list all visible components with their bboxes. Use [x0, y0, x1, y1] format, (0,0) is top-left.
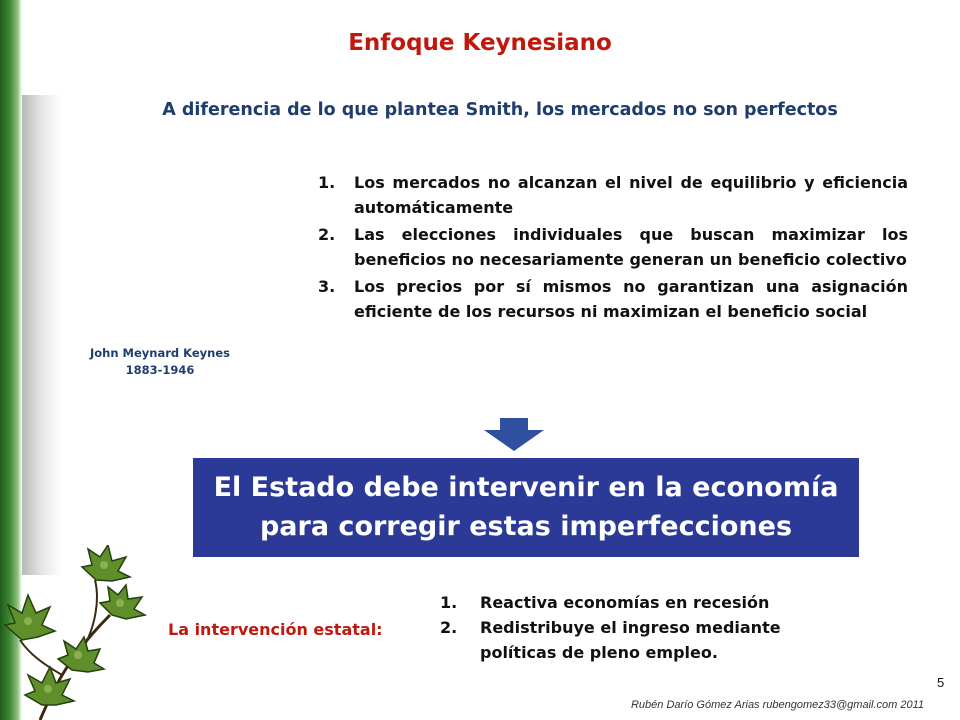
down-arrow-icon	[484, 418, 544, 451]
intervention-label: La intervención estatal:	[168, 620, 383, 639]
footer-credit: Rubén Darío Gómez Arias rubengomez33@gmail.com 2011	[630, 699, 924, 711]
list-text: Los precios por sí mismos no garantizan una asignación eficiente de los recursos ni maximizan el beneficio social	[354, 277, 908, 321]
slide-subtitle: A diferencia de lo que plantea Smith, los mercados no son perfectos	[162, 100, 838, 120]
conclusion-banner	[193, 458, 859, 557]
portrait-name: John Meynard Keynes	[90, 346, 230, 360]
conclusion-line-2: para corregir estas imperfecciones	[259, 511, 793, 542]
list-text: Redistribuye el ingreso mediante políticas de pleno empleo.	[480, 618, 781, 662]
intervention-effects-list	[440, 590, 840, 665]
list-item	[440, 615, 840, 665]
list-item	[318, 170, 908, 220]
imperfections-list	[318, 170, 908, 326]
list-text: Reactiva economías en recesión	[480, 593, 770, 612]
list-number: 1.	[440, 593, 458, 612]
portrait-shadow	[22, 95, 62, 575]
list-item	[440, 590, 840, 615]
list-number: 3.	[318, 277, 336, 296]
ivy-leaves-icon	[0, 545, 150, 720]
list-number: 1.	[318, 173, 336, 192]
portrait-caption	[70, 345, 250, 379]
list-text: Las elecciones individuales que buscan maximizar los beneficios no necesariamente generan un beneficio colectivo	[354, 225, 908, 269]
list-number: 2.	[440, 618, 458, 637]
list-text: Los mercados no alcanzan el nivel de equilibrio y eficiencia automáticamente	[354, 173, 908, 217]
list-number: 2.	[318, 225, 336, 244]
slide-title: Enfoque Keynesiano	[348, 30, 612, 56]
page-number: 5	[937, 675, 945, 690]
portrait-years: 1883-1946	[125, 363, 195, 377]
list-item	[318, 222, 908, 272]
list-item	[318, 274, 908, 324]
conclusion-line-1: El Estado debe intervenir en la economía	[213, 472, 839, 503]
